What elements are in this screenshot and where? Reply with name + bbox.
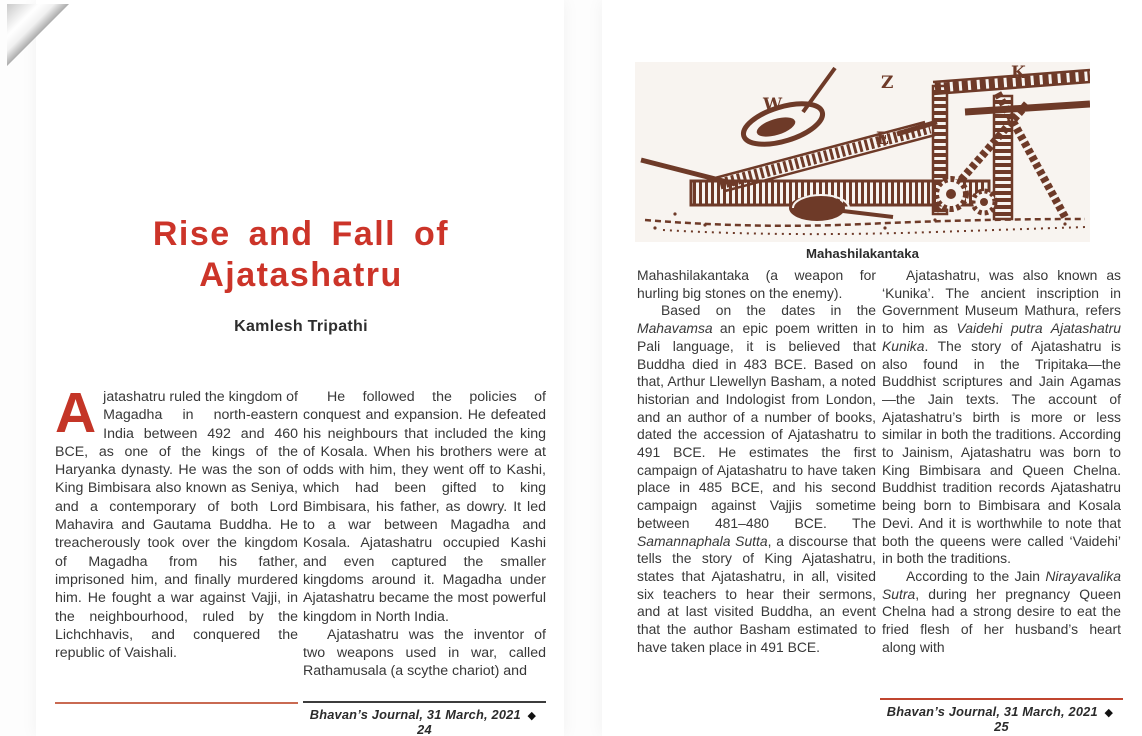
- right-column-2: [882, 267, 1121, 697]
- footer-rule: [303, 701, 546, 703]
- page-number: 24: [417, 722, 432, 736]
- right-column-1: [637, 267, 876, 697]
- journal-name: Bhavan’s Journal, 31 March, 2021: [309, 707, 521, 722]
- left-column-2: [303, 388, 546, 704]
- paragraph: According to the Jain Nirayavalika Sutra, during her pregnancy Queen Chelna had a strong desire to eat the fried flesh of her husband’s heart along with: [882, 567, 1121, 655]
- illustration-label-k: K: [1011, 63, 1026, 83]
- title-line-1: Rise and Fall of: [152, 215, 450, 253]
- title-block: [55, 214, 547, 336]
- catapult-illustration: [635, 62, 1090, 242]
- article-title: [55, 214, 547, 296]
- catapult-drawing: [635, 62, 1090, 242]
- drop-cap: A: [55, 381, 97, 445]
- footer-text: [303, 707, 546, 736]
- diamond-icon: ◆: [1104, 707, 1114, 719]
- paragraph: Based on the dates in the Mahavamsa an epic poem written in Pali language, it is believed that Buddha died in 483 BCE. Based on that, Arthur Llewellyn Basham, a noted historian and Indologist from London, and an author of a number of books, dated the accession of Ajatashatru to 491 BCE. He estimates the first campaign of Ajatashatru to have taken place in 485 BCE, and his second campaign against Vajjis sometime between 481–480 BCE. The Samannaphala Sutta, a discourse that tells the story of King Ajatashatru, states that Ajatashatru, in all, visited six teachers to hear their sermons, and at last visited Buddha, an event that the author Basham estimated to have taken place in 491 BCE.: [637, 302, 877, 655]
- title-line-2: Ajatashatru: [199, 256, 403, 294]
- footer-text: [880, 704, 1123, 734]
- left-page-footer: [303, 701, 546, 736]
- illustration-label-w: W: [763, 95, 783, 115]
- illustration-label-z: Z: [881, 73, 894, 93]
- journal-name: Bhavan’s Journal, 31 March, 2021: [886, 704, 1098, 719]
- paragraph: He followed the policies of conquest and expansion. He defeated his neighbours that included the king of Kosala. When his brothers were at odds with him, they went off to Kashi, which had been gifted to king Bimbisara, his father, as dowry. It led to a war between Magadha and Kosala. Ajatashatru occupied Kashi and even captured the smaller kingdoms around it. Magadha under Ajatashatru became the most powerful kingdom in North India.: [303, 389, 546, 625]
- red-rule: [55, 702, 298, 704]
- paragraph: [55, 381, 298, 662]
- paragraph: Mahashilakantaka (a weapon for hurling big stones on the enemy).: [637, 267, 876, 301]
- author-name: Kamlesh Tripathi: [234, 318, 368, 335]
- diamond-icon: ◆: [527, 710, 537, 722]
- illustration-label-e: E: [876, 129, 889, 149]
- paragraph: Ajatashatru was the inventor of two weapons used in war, called Rathamusala (a scythe chariot) and: [303, 626, 546, 680]
- paragraph: Ajatashatru, was also known as ‘Kunika’. The ancient inscription in Government Museum Mathura, refers to him as Vaidehi putra Ajatashatru Kunika. The story of Ajatashatru is also found in the Tripitaka—the Buddhist scriptures and Jain Agamas—the Jain texts. The account of Ajatashatru’s birth is more or less similar in both the traditions. According to Jainism, Ajatashatru was born to King Bimbisara and Queen Chelna. Buddhist tradition records Ajatashatru being born to Bimbisara and Kosala Devi. And it is worthwhile to note that both the queens were called ‘Vaidehi’ in both the traditions.: [882, 267, 1121, 567]
- page-number: 25: [994, 719, 1009, 734]
- left-column-1: [55, 381, 298, 704]
- right-page-footer: [880, 698, 1123, 734]
- illustration-caption: Mahashilakantaka: [806, 246, 919, 261]
- paragraph-text: jatashatru ruled the kingdom of Magadha in north-eastern India between 492 and 460 BCE, as one of the kings of the Haryanka dynasty. He was the son of King Bimbisara also known as Seniya, and a contemporary of both Lord Mahavira and Gautama Buddha. He treacherously took over the kingdom of Magadha from his father, imprisoned him, and finally murdered him. He fought a war against Vajji, in the neighbourhood, ruled by the Lichchhavis, and conquered the republic of Vaishali.: [55, 389, 298, 662]
- footer-rule: [880, 698, 1123, 700]
